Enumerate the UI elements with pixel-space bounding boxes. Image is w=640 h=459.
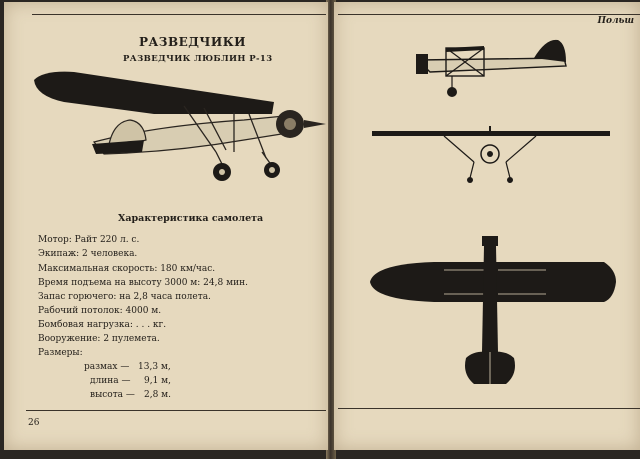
dimension-value: 2,8 м.	[144, 390, 172, 400]
spec-line: Размеры:	[38, 348, 83, 358]
dimension-label: размах —	[84, 362, 130, 372]
page-number: 26	[28, 418, 40, 428]
section-title: РАЗВЕДЧИКИ	[139, 35, 246, 49]
bottom-rule	[338, 408, 640, 409]
spec-line: Экипаж: 2 человека.	[38, 249, 138, 259]
spec-line: Вооружение: 2 пулемета.	[38, 334, 160, 344]
right-page	[334, 2, 640, 450]
bottom-rule	[26, 410, 326, 411]
spec-line: Максимальная скорость: 180 км/час.	[38, 264, 216, 274]
plane-title: РАЗВЕДЧИК ЛЮБЛИН Р-13	[123, 54, 273, 64]
plane-side-view-illustration	[4, 2, 328, 202]
running-header: Польш	[597, 16, 634, 26]
dimension-label: длина —	[90, 376, 131, 386]
dimension-label: высота —	[90, 390, 135, 400]
spec-line: Запас горючего: на 2,8 часа полета.	[38, 292, 211, 302]
spec-line: Мотор: Райт 220 л. с.	[38, 235, 140, 245]
dimension-value: 9,1 м,	[144, 376, 172, 386]
plane-top-view	[334, 2, 640, 402]
spec-heading: Характеристика самолета	[118, 213, 264, 224]
dimension-value: 13,3 м,	[138, 362, 171, 372]
spec-line: Время подъема на высоту 3000 м: 24,8 мин.	[38, 278, 248, 288]
spec-line: Рабочий потолок: 4000 м.	[38, 306, 162, 316]
left-page	[4, 2, 328, 450]
spec-line: Бомбовая нагрузка: . . . кг.	[38, 320, 167, 330]
